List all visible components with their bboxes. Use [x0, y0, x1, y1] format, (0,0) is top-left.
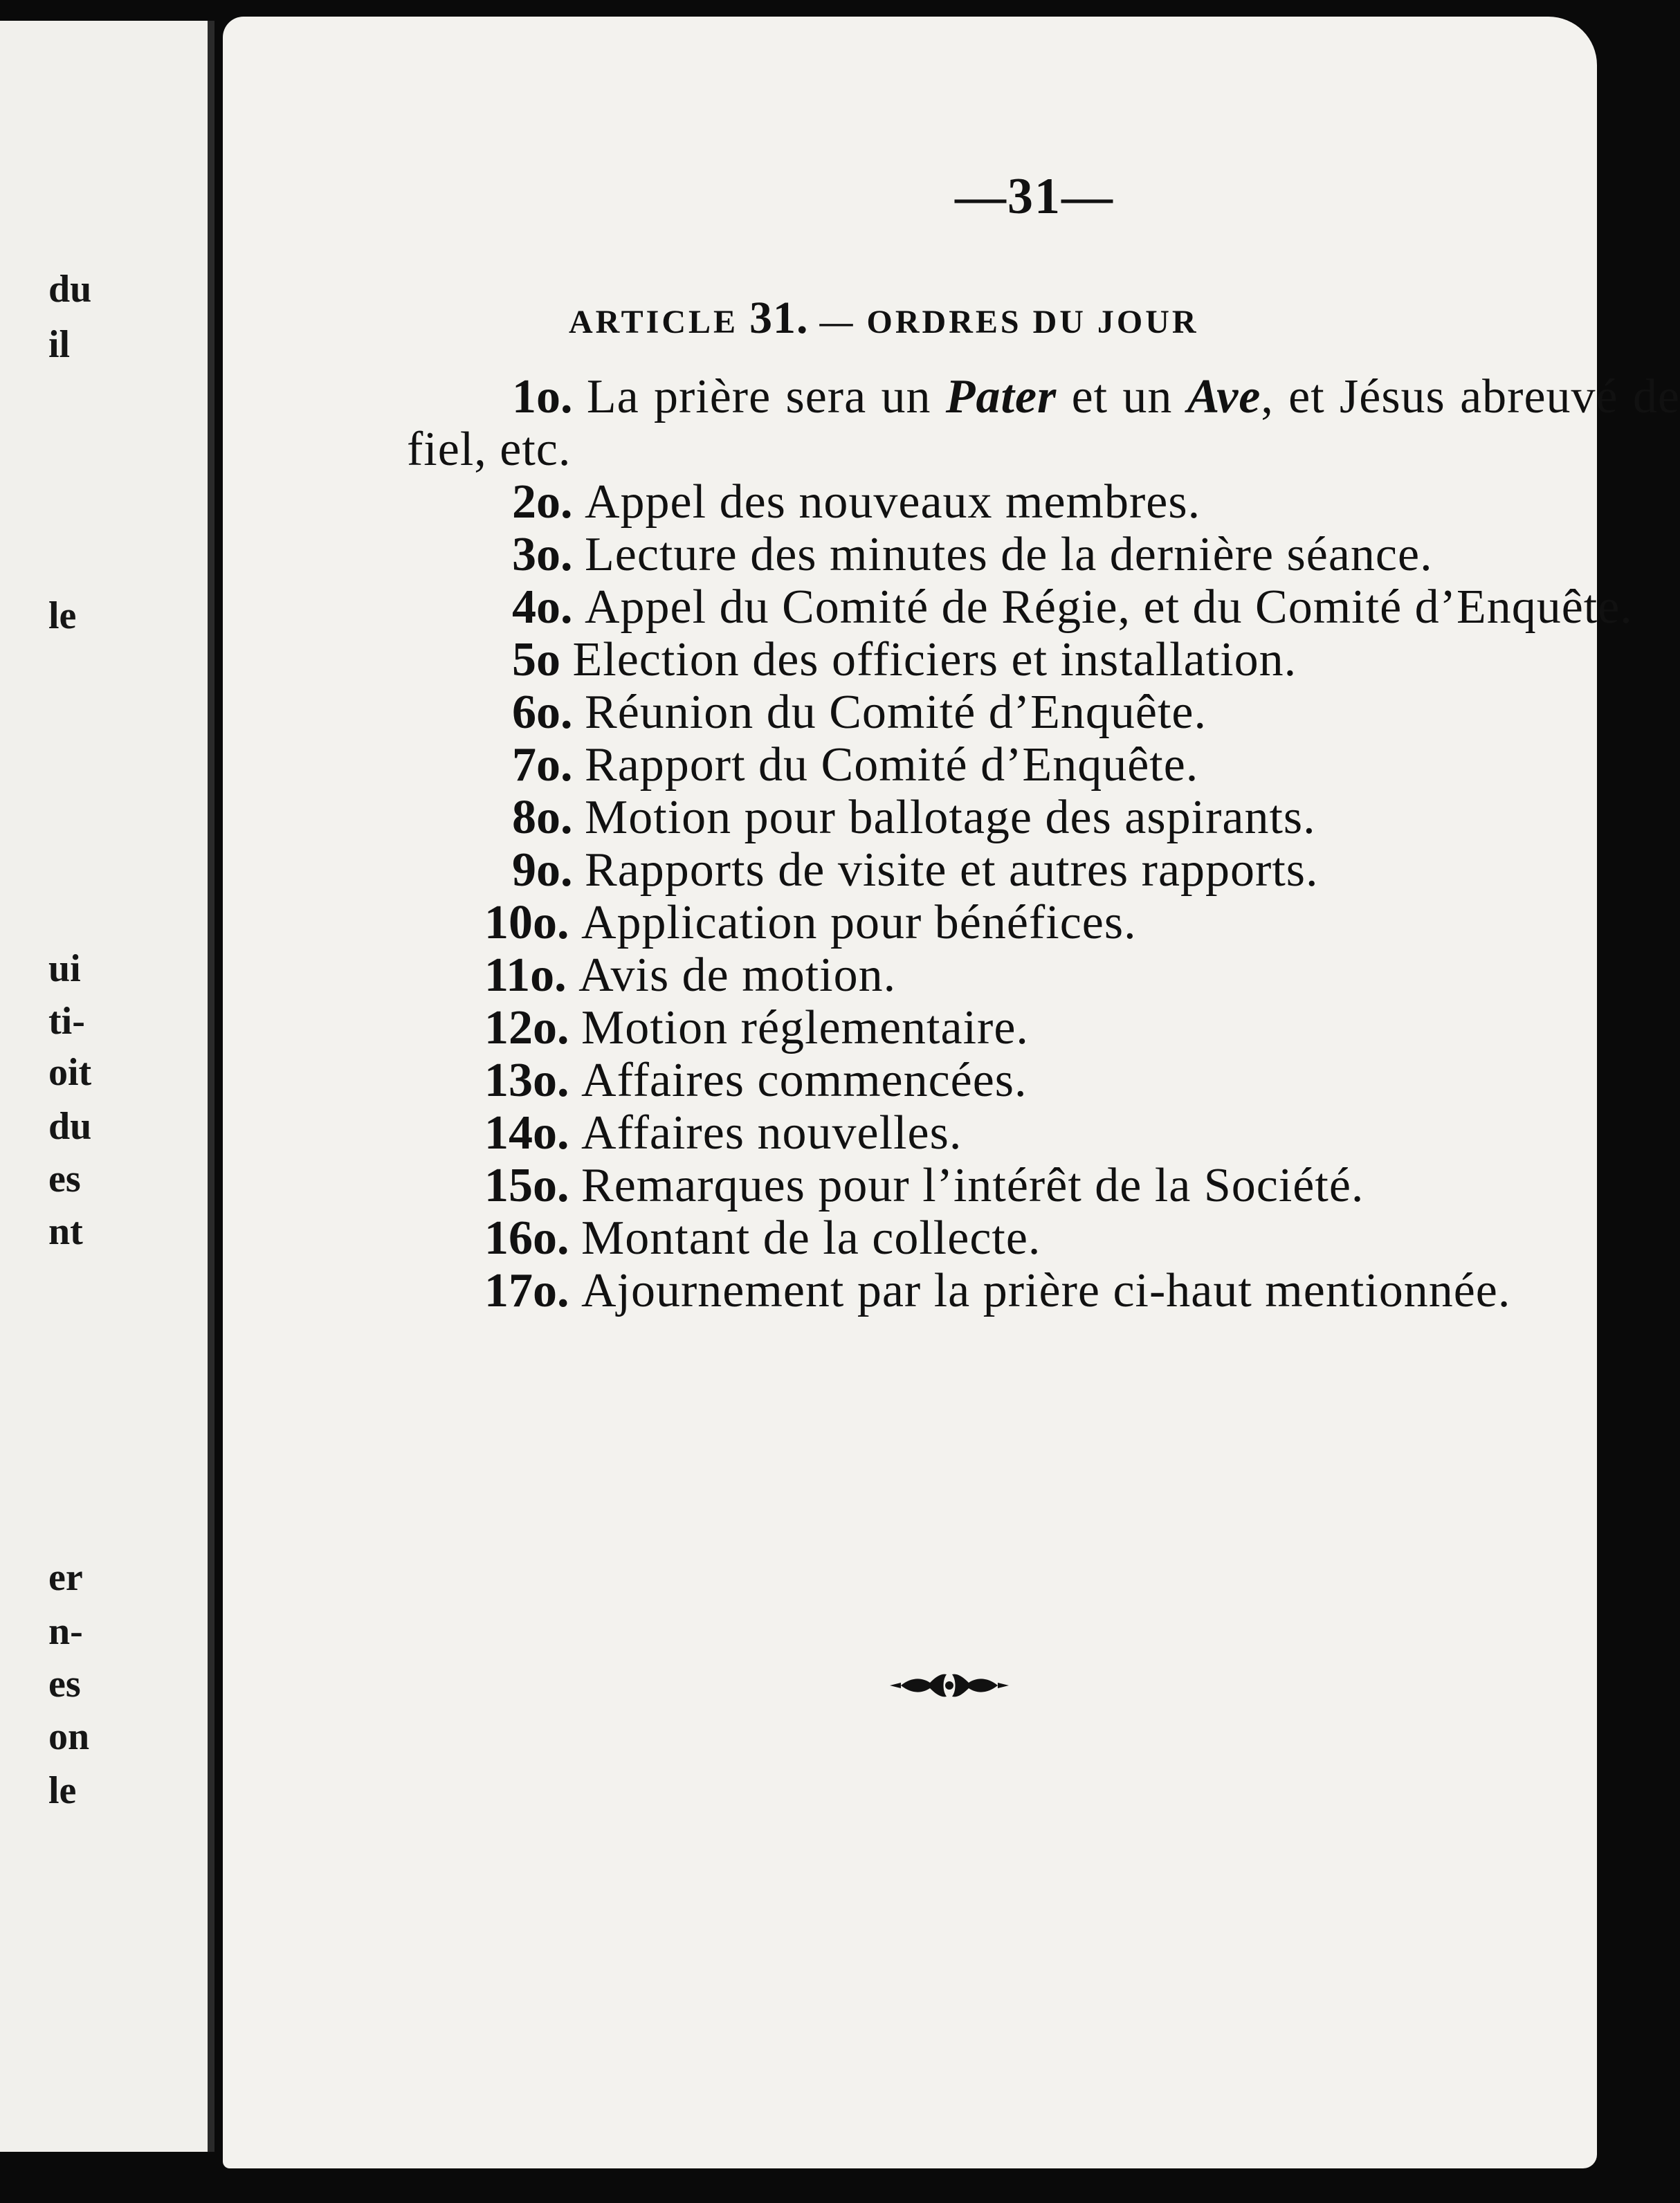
- item-text: Affaires commencées.: [581, 1054, 1028, 1107]
- list-item: [407, 1212, 1680, 1265]
- left-page-fragment: nt: [48, 1210, 83, 1253]
- item-number: 13o.: [484, 1054, 569, 1107]
- left-page-fragment: du: [48, 1105, 92, 1148]
- item-text: Avis de motion.: [578, 949, 897, 1002]
- item-text-italic: Pater: [945, 370, 1057, 423]
- list-item: [407, 581, 1680, 634]
- item-number: 10o.: [484, 896, 569, 949]
- item-text: , et Jésus abreuvé de fiel, etc.: [407, 370, 1680, 476]
- item-text: Appel des nouveaux membres.: [585, 475, 1201, 529]
- left-page-fragment: n-: [48, 1610, 83, 1653]
- list-item: [407, 844, 1680, 897]
- item-number: 3o.: [512, 528, 573, 581]
- fleuron-ornament-icon: [880, 1665, 1019, 1706]
- left-page-fragment: le: [48, 594, 77, 637]
- list-item: [407, 949, 1680, 1002]
- left-page-fragment: ui: [48, 947, 81, 990]
- left-page-fragment: il: [48, 323, 71, 366]
- item-number: 6o.: [512, 686, 573, 739]
- left-page-fragment: es: [48, 1663, 81, 1706]
- list-item: [407, 897, 1680, 949]
- article-heading-number: 31.: [749, 293, 809, 343]
- order-of-business-list: [407, 371, 1680, 1317]
- item-text: La prière sera un: [586, 370, 946, 423]
- item-text: et un: [1057, 370, 1187, 423]
- left-page-fragment: es: [48, 1158, 81, 1200]
- list-item: [407, 529, 1680, 581]
- list-item: [407, 1054, 1680, 1107]
- article-heading-title: — ORDRES DU JOUR: [819, 304, 1199, 340]
- list-item: [407, 739, 1680, 792]
- item-text: Ajournement par la prière ci-haut mentionnée.: [581, 1264, 1511, 1317]
- item-number: 1o.: [512, 370, 573, 423]
- item-number: 12o.: [484, 1001, 569, 1054]
- left-page-fragment: ti-: [48, 1000, 85, 1043]
- article-heading-prefix: ARTICLE: [569, 304, 739, 340]
- left-page-fragment: er: [48, 1556, 83, 1599]
- item-number: 17o.: [484, 1264, 569, 1317]
- page-number-text: —31—: [955, 168, 1114, 225]
- item-text: Application pour bénéfices.: [581, 896, 1137, 949]
- list-item: [407, 371, 1680, 476]
- left-facing-page: [0, 21, 214, 2152]
- item-number: 2o.: [512, 475, 573, 529]
- item-text: Appel du Comité de Régie, et du Comité d’Enquête.: [585, 581, 1633, 634]
- item-number: 8o.: [512, 791, 573, 844]
- item-text: Remarques pour l’intérêt de la Société.: [581, 1159, 1364, 1212]
- item-number: 4o.: [512, 581, 573, 634]
- item-number: 5o: [512, 633, 560, 686]
- item-number: 11o.: [484, 949, 567, 1002]
- item-text: Réunion du Comité d’Enquête.: [585, 686, 1207, 739]
- item-text: Montant de la collecte.: [581, 1212, 1041, 1265]
- article-heading: [569, 292, 1199, 345]
- page-number: [223, 167, 1597, 226]
- document-page: [223, 17, 1680, 2168]
- item-text: Motion pour ballotage des aspirants.: [585, 791, 1316, 844]
- list-item: [407, 1107, 1680, 1160]
- list-item: [407, 1002, 1680, 1054]
- item-text: Rapports de visite et autres rapports.: [585, 843, 1319, 897]
- list-item: [407, 792, 1680, 844]
- item-number: 15o.: [484, 1159, 569, 1212]
- item-text-italic: Ave: [1187, 370, 1261, 423]
- left-page-fragment: le: [48, 1769, 77, 1812]
- list-item: [407, 686, 1680, 739]
- item-number: 16o.: [484, 1212, 569, 1265]
- item-number: 7o.: [512, 738, 573, 792]
- left-page-fragment: du: [48, 268, 92, 311]
- item-number: 14o.: [484, 1106, 569, 1160]
- item-text: Motion réglementaire.: [581, 1001, 1029, 1054]
- item-text: Affaires nouvelles.: [581, 1106, 962, 1160]
- item-text: Election des officiers et installation.: [572, 633, 1297, 686]
- item-text: Lecture des minutes de la dernière séance.: [585, 528, 1433, 581]
- list-item: [407, 634, 1680, 686]
- item-number: 9o.: [512, 843, 573, 897]
- item-text: Rapport du Comité d’Enquête.: [585, 738, 1199, 792]
- list-item: [407, 476, 1680, 529]
- list-item: [407, 1265, 1680, 1317]
- left-page-fragment: on: [48, 1715, 90, 1758]
- list-item: [407, 1160, 1680, 1212]
- left-page-fragment: oit: [48, 1051, 92, 1094]
